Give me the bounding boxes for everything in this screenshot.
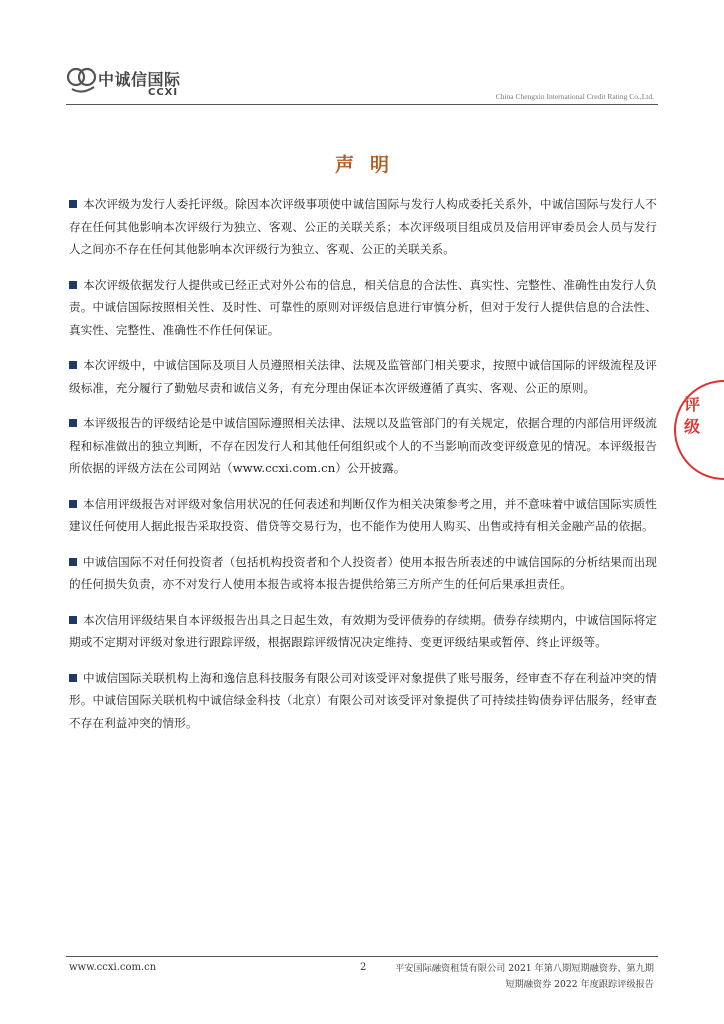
declaration-body: [69, 193, 657, 747]
footer-report-title-line2: 短期融资券 2022 年度跟踪评级报告: [505, 979, 654, 990]
ccxi-logo-mark-icon: [66, 62, 100, 96]
declaration-paragraph: 中诚信国际不对任何投资者（包括机构投资者和个人投资者）使用本报告所表述的中诚信国际的分析结果而出现的任何损失负责，亦不对发行人使用本报告或将本报告提供给第三方所产生的任何后果承担责任。: [69, 554, 657, 591]
declaration-paragraph: 中诚信国际关联机构上海和逸信息科技服务有限公司对该受评对象提供了账号服务，经审查不存在利益冲突的情形。中诚信国际关联机构中诚信绿金科技（北京）有限公司对该受评对象提供了可持续挂钩债券评估服务，经审查不存在利益冲突的情形。: [69, 670, 657, 730]
logo-english-name: CCXI: [148, 87, 179, 98]
header-divider: [66, 104, 658, 105]
declaration-paragraph: 本评级报告的评级结论是中诚信国际遵照相关法律、法规以及监管部门的有关规定，依据合理的内部信用评级流程和标准做出的独立判断，不存在因发行人和其他任何组织或个人的不当影响而改变评级意见的情况。本评级报告所依据的评级方法在公司网站（www.ccxi.com.cn）公开披露。: [69, 416, 657, 475]
declaration-paragraph: 本次评级依据发行人提供或已经正式对外公布的信息，相关信息的合法性、真实性、完整性、准确性由发行人负责。中诚信国际按照相关性、及时性、可靠性的原则对评级信息进行审慎分析，但对于发行人提供信息的合法性、真实性、完整性、准确性不作任何保证。: [69, 277, 657, 337]
rating-seal-stamp: [674, 380, 724, 480]
seal-text: 评 级: [684, 395, 701, 436]
declaration-paragraph: 本信用评级报告对评级对象信用状况的任何表述和判断仅作为相关决策参考之用，并不意味着中诚信国际实质性建议任何使用人据此报告采取投资、借贷等交易行为，也不能作为使用人购买、出售或持有相关金融产品的依据。: [69, 496, 657, 533]
declaration-paragraph: 本次评级中，中诚信国际及项目人员遵照相关法律、法规及监管部门相关要求，按照中诚信国际的评级流程及评级标准，充分履行了勤勉尽责和诚信义务，有充分理由保证本次评级遵循了真实、客观、公正的原则。: [69, 358, 657, 395]
square-bullet-icon: [69, 200, 77, 208]
page-title: 声明: [334, 154, 405, 176]
ccxi-logo: [66, 62, 196, 102]
footer-divider: [66, 956, 658, 957]
footer-report-title: [384, 961, 654, 993]
logo-chinese-name: 中诚信国际: [98, 70, 181, 89]
company-english-name: China Chengxin International Credit Rating Co.,Ltd.: [495, 92, 654, 101]
square-bullet-icon: [69, 558, 77, 566]
page-number: 2: [360, 962, 367, 973]
square-bullet-icon: [69, 674, 77, 682]
footer-report-title-line1: 平安国际融资租赁有限公司 2021 年第八期短期融资券、第九期: [395, 963, 654, 974]
square-bullet-icon: [69, 361, 77, 369]
square-bullet-icon: [69, 281, 77, 289]
square-bullet-icon: [69, 419, 77, 427]
footer-website: www.ccxi.com.cn: [69, 962, 157, 973]
square-bullet-icon: [69, 500, 77, 508]
square-bullet-icon: [69, 616, 77, 624]
declaration-paragraph: 本次评级为发行人委托评级。除因本次评级事项使中诚信国际与发行人构成委托关系外，中诚信国际与发行人不存在任何其他影响本次评级行为独立、客观、公正的关联关系；本次评级项目组成员及信用评审委员会人员与发行人之间亦不存在任何其他影响本次评级行为独立、客观、公正的关联关系。: [69, 197, 657, 256]
declaration-paragraph: 本次信用评级结果自本评级报告出具之日起生效，有效期为受评债券的存续期。债券存续期内，中诚信国际将定期或不定期对评级对象进行跟踪评级，根据跟踪评级情况决定维持、变更评级结果或暂停、终止评级等。: [69, 612, 657, 649]
